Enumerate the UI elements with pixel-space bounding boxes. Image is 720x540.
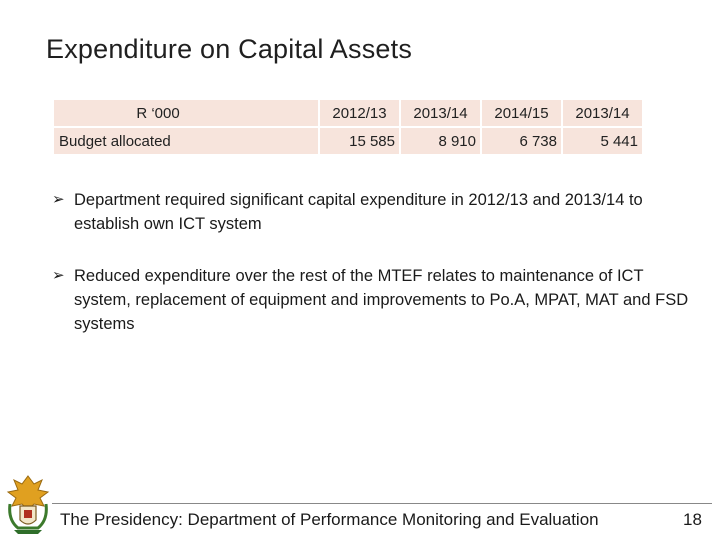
footer-text: The Presidency: Department of Performance Monitoring and Evaluation: [60, 510, 599, 529]
bullet-text: Reduced expenditure over the rest of the MTEF relates to maintenance of ICT system, replacement of equipment and improvements to Po.A, MPAT, MAT and FSD systems: [74, 267, 689, 333]
table-header-cell: 2013/14: [400, 99, 481, 127]
table-header-cell: 2014/15: [481, 99, 562, 127]
table-header-cell: R ‘000: [53, 99, 319, 127]
table-row-label: Budget allocated: [53, 127, 319, 155]
budget-table: [52, 98, 644, 156]
table-cell: 6 738: [481, 127, 562, 155]
table-cell: 8 910: [400, 127, 481, 155]
table-header-cell: 2013/14: [562, 99, 643, 127]
page-number: 18: [683, 510, 702, 529]
table-cell: 15 585: [319, 127, 400, 155]
arrow-bullet-icon: ➢: [52, 267, 65, 284]
footer-divider: [52, 503, 712, 504]
table-cell: 5 441: [562, 127, 643, 155]
table-row: [53, 127, 643, 155]
list-item: [52, 264, 692, 336]
coat-of-arms-logo: [4, 474, 52, 536]
arrow-bullet-icon: ➢: [52, 191, 65, 208]
table-header-cell: 2012/13: [319, 99, 400, 127]
bullet-list: [52, 188, 692, 364]
list-item: [52, 188, 692, 236]
bullet-text: Department required significant capital expenditure in 2012/13 and 2013/14 to establish own ICT system: [74, 191, 643, 233]
slide-title: Expenditure on Capital Assets: [46, 34, 413, 64]
table-header-row: [53, 99, 643, 127]
